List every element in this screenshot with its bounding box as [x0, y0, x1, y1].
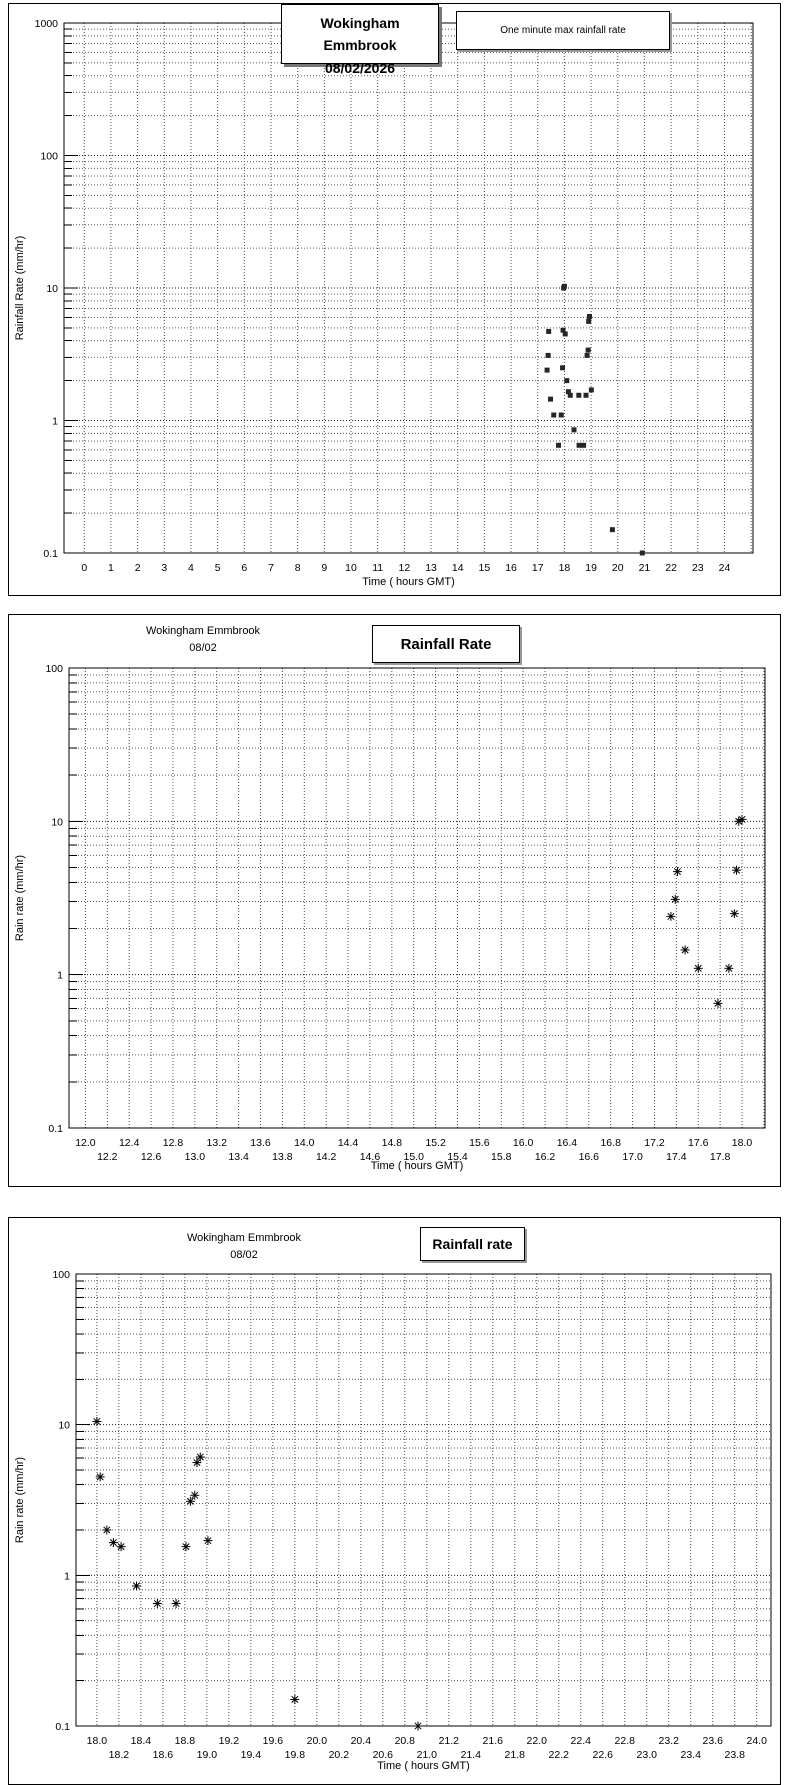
chart-title: Wokingham Emmbrook: [320, 15, 400, 54]
y-axis-title: Rainfall Rate (mm/hr): [14, 235, 26, 341]
data-point: [172, 1599, 181, 1608]
data-point: [559, 413, 564, 418]
data-point: [109, 1538, 118, 1547]
y-tick-label: 0.1: [43, 548, 58, 560]
chart-subtitle: 08/02: [230, 1249, 258, 1261]
x-tick-labels: [87, 1735, 767, 1761]
data-points: [666, 815, 746, 1008]
x-tick-label: 14.8: [381, 1137, 403, 1149]
x-tick-label: 6: [241, 562, 248, 574]
y-tick-labels: [45, 663, 63, 1135]
y-tick-label: 10: [58, 1419, 70, 1432]
x-tick-label: 14: [451, 562, 464, 574]
x-tick-label: 18.2: [108, 1749, 130, 1761]
data-point: [196, 1453, 205, 1462]
x-tick-label: 19.4: [240, 1749, 262, 1761]
x-tick-label: 4: [188, 562, 194, 574]
data-point: [153, 1599, 162, 1608]
x-tick-label: 18.6: [152, 1749, 174, 1761]
x-tick-label: 20.6: [372, 1749, 394, 1761]
x-tick-label: 12.8: [162, 1137, 184, 1149]
data-point: [586, 348, 591, 353]
x-tick-label: 21.4: [460, 1749, 482, 1761]
data-point: [564, 378, 569, 383]
x-tick-label: 21.8: [504, 1749, 525, 1761]
data-point: [556, 443, 561, 448]
x-tick-labels: [81, 562, 730, 574]
data-point: [673, 867, 682, 876]
x-tick-label: 16: [505, 562, 517, 574]
data-point: [181, 1542, 190, 1551]
y-tick-label: 1: [64, 1570, 70, 1583]
x-tick-label: 19.6: [262, 1735, 284, 1747]
data-point: [560, 365, 565, 370]
y-tick-label: 100: [52, 1269, 70, 1281]
data-point: [551, 413, 556, 418]
data-point: [92, 1417, 101, 1426]
x-tick-label: 22.4: [570, 1735, 591, 1747]
chart-boxed-title: [420, 1227, 525, 1261]
x-tick-label: 14.4: [337, 1137, 359, 1149]
legend-box: [456, 11, 670, 50]
x-tick-label: 14.6: [359, 1151, 381, 1163]
x-tick-label: 23: [691, 562, 704, 574]
x-tick-label: 18.4: [130, 1735, 152, 1747]
x-axis-title: Time ( hours GMT): [362, 576, 455, 588]
x-tick-label: 22: [665, 562, 677, 574]
legend-label: One minute max rainfall rate: [500, 25, 626, 36]
x-gridlines: [85, 668, 763, 1128]
x-tick-label: 14.2: [315, 1151, 337, 1163]
y-tick-labels: [52, 1269, 70, 1733]
x-tick-label: 18.0: [731, 1137, 753, 1149]
x-tick-label: 23.0: [636, 1749, 657, 1761]
data-point: [117, 1542, 126, 1551]
data-point: [186, 1497, 195, 1506]
x-tick-label: 15.6: [469, 1137, 490, 1149]
chart-title-block: [123, 623, 283, 657]
x-tick-label: 22.8: [614, 1735, 635, 1747]
x-tick-label: 17: [531, 562, 544, 574]
x-tick-label: 17.4: [666, 1151, 687, 1163]
y-tick-label: 10: [51, 816, 63, 829]
plot-border: [76, 1274, 771, 1726]
boxed-title-label: Rainfall rate: [432, 1236, 513, 1252]
rainfall-rate-chart-12-18: [9, 615, 780, 1186]
data-point: [666, 912, 675, 921]
x-tick-label: 24: [718, 562, 731, 574]
x-tick-label: 5: [214, 562, 221, 574]
x-tick-label: 16.2: [534, 1151, 556, 1163]
x-tick-label: 17.8: [709, 1151, 731, 1163]
x-tick-label: 11: [372, 562, 384, 574]
x-tick-label: 12.4: [118, 1137, 140, 1149]
chart-title: Wokingham Emmbrook: [145, 625, 261, 637]
x-tick-label: 20.2: [328, 1749, 350, 1761]
x-tick-label: 2: [134, 562, 141, 574]
y-tick-label: 0.1: [48, 1123, 63, 1135]
data-point: [713, 999, 722, 1008]
chart-panel-afternoon: [8, 614, 781, 1187]
data-point: [640, 551, 645, 556]
data-point: [584, 393, 589, 398]
x-tick-label: 15.4: [447, 1151, 468, 1163]
data-points: [92, 1417, 422, 1731]
y-axis-ticks: [64, 29, 78, 553]
chart-panel-evening: [8, 1217, 781, 1785]
chart-title-box: [281, 4, 439, 76]
data-point: [562, 284, 567, 289]
x-tick-label: 15.8: [491, 1151, 512, 1163]
x-tick-label: 10: [345, 562, 357, 574]
x-tick-label: 0: [81, 562, 88, 574]
data-point: [585, 353, 590, 358]
data-point: [546, 353, 551, 358]
rainfall-rate-chart-18-24: [9, 1218, 780, 1784]
data-point: [694, 964, 703, 973]
y-axis-title: Rain rate (mm/hr): [14, 1456, 26, 1544]
x-tick-label: 13.4: [228, 1151, 249, 1163]
x-tick-label: 7: [268, 562, 274, 574]
x-tick-label: 16.0: [512, 1137, 534, 1149]
x-tick-label: 12.0: [75, 1137, 96, 1149]
x-tick-label: 12.2: [97, 1151, 118, 1163]
y-axis-ticks: [69, 675, 83, 1128]
x-tick-label: 17.0: [622, 1151, 643, 1163]
data-point: [563, 331, 568, 336]
x-tick-label: 19.0: [196, 1749, 218, 1761]
x-tick-label: 3: [161, 562, 168, 574]
x-tick-label: 20.0: [306, 1735, 328, 1747]
daily-max-rainfall-chart: [9, 4, 780, 595]
x-tick-label: 18: [558, 562, 571, 574]
data-point: [546, 329, 551, 334]
data-point: [589, 387, 594, 392]
chart-boxed-title: [372, 625, 520, 663]
data-point: [681, 945, 690, 954]
x-tick-label: 13.8: [272, 1151, 293, 1163]
data-point: [545, 368, 550, 373]
data-point: [671, 895, 680, 904]
y-gridlines: [69, 675, 765, 1128]
x-tick-label: 18.0: [86, 1735, 108, 1747]
y-tick-label: 100: [40, 150, 58, 163]
x-tick-label: 17.6: [688, 1137, 709, 1149]
x-tick-label: 21: [638, 562, 651, 574]
x-tick-label: 1: [108, 562, 114, 574]
data-point: [610, 527, 615, 532]
x-tick-label: 16.6: [578, 1151, 600, 1163]
x-gridlines: [97, 1274, 757, 1726]
data-point: [732, 866, 741, 875]
data-point: [132, 1581, 141, 1590]
y-tick-label: 0.1: [55, 1721, 70, 1733]
x-tick-label: 18.8: [174, 1735, 196, 1747]
y-tick-label: 1: [57, 969, 63, 982]
x-tick-label: 14.0: [294, 1137, 315, 1149]
y-gridlines: [76, 1281, 771, 1726]
data-point: [586, 319, 591, 324]
x-tick-label: 13.0: [184, 1151, 206, 1163]
x-tick-label: 20.4: [350, 1735, 372, 1747]
y-axis-title: Rain rate (mm/hr): [14, 854, 26, 942]
y-gridlines: [64, 29, 753, 553]
y-tick-label: 1000: [34, 18, 58, 30]
data-point: [577, 443, 582, 448]
x-tick-label: 23.6: [702, 1735, 723, 1747]
x-tick-label: 19.8: [284, 1749, 306, 1761]
chart-subtitle: 08/02/2026: [324, 59, 396, 76]
chart-title-block: [164, 1230, 324, 1264]
x-tick-label: 22.6: [592, 1749, 613, 1761]
data-point: [414, 1722, 423, 1731]
x-tick-label: 12: [398, 562, 411, 574]
data-point: [96, 1472, 105, 1481]
x-tick-label: 23.8: [724, 1749, 745, 1761]
x-tick-label: 21.6: [482, 1735, 503, 1747]
data-point: [203, 1536, 212, 1545]
y-tick-labels: [35, 18, 59, 560]
data-point: [724, 964, 733, 973]
x-tick-label: 19: [585, 562, 597, 574]
data-point: [576, 393, 581, 398]
data-point: [102, 1525, 111, 1534]
x-tick-label: 15.0: [403, 1151, 424, 1163]
chart-title: Wokingham Emmbrook: [186, 1232, 302, 1244]
y-axis-ticks: [76, 1281, 90, 1726]
x-tick-label: 23.2: [658, 1735, 679, 1747]
x-tick-label: 15: [478, 562, 491, 574]
x-axis-title: Time ( hours GMT): [377, 1760, 470, 1772]
data-point: [587, 314, 592, 319]
boxed-title-label: Rainfall Rate: [400, 635, 492, 653]
x-tick-label: 12.6: [140, 1151, 162, 1163]
x-tick-label: 16.4: [556, 1137, 578, 1149]
data-point: [290, 1695, 299, 1704]
data-point: [568, 393, 573, 398]
x-tick-label: 13.6: [250, 1137, 271, 1149]
x-tick-label: 21.2: [438, 1735, 460, 1747]
x-tick-label: 13: [425, 562, 437, 574]
data-points: [545, 284, 645, 556]
data-point: [738, 815, 747, 824]
y-tick-label: 1: [52, 415, 58, 428]
chart-panel-daily-max: [8, 3, 781, 596]
x-tick-label: 17.2: [644, 1137, 665, 1149]
x-tick-label: 13.2: [206, 1137, 227, 1149]
x-tick-label: 15.2: [425, 1137, 446, 1149]
x-tick-label: 22.2: [548, 1749, 569, 1761]
chart-subtitle: 08/02: [189, 642, 217, 654]
x-tick-label: 9: [321, 562, 328, 574]
y-tick-label: 100: [45, 663, 63, 675]
x-tick-label: 22.0: [526, 1735, 547, 1747]
x-tick-label: 21.0: [416, 1749, 438, 1761]
data-point: [572, 427, 577, 432]
data-point: [548, 397, 553, 402]
x-tick-label: 24.0: [746, 1735, 767, 1747]
x-tick-label: 20: [611, 562, 624, 574]
x-axis-title: Time ( hours GMT): [370, 1160, 464, 1172]
x-tick-label: 8: [294, 562, 301, 574]
x-tick-label: 19.2: [218, 1735, 240, 1747]
x-tick-label: 16.8: [600, 1137, 621, 1149]
y-tick-label: 10: [46, 283, 58, 295]
data-point: [730, 909, 739, 918]
x-tick-label: 20.8: [394, 1735, 416, 1747]
data-point: [581, 443, 586, 448]
data-point: [190, 1491, 199, 1500]
x-tick-label: 23.4: [680, 1749, 701, 1761]
